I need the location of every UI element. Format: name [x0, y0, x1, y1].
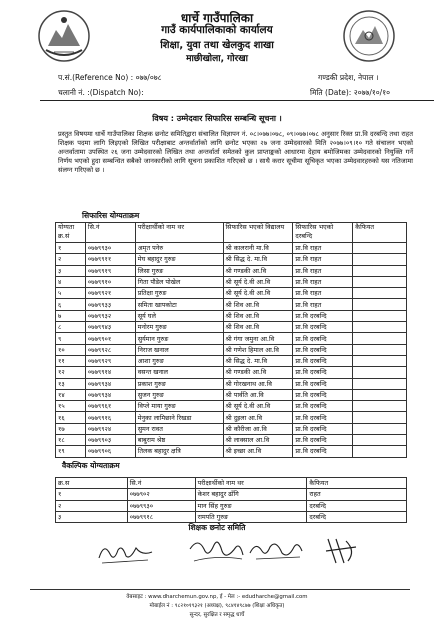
candidate-name-cell: आशा गुरुङ: [135, 355, 223, 366]
school-cell: श्री शिव आ.वि: [223, 310, 293, 321]
recommended-row: [56, 367, 407, 378]
merit-no-cell: ४: [56, 276, 86, 287]
recommended-row: [56, 378, 407, 389]
post-cell: प्रा.वि राहत: [293, 265, 353, 276]
remarks-cell: [353, 299, 407, 310]
school-cell: श्री लाक्साल आ.वि: [223, 435, 293, 446]
post-cell: प्रा.वि दरबन्दि: [293, 389, 353, 400]
province-text: गण्डकी प्रदेश, नेपाल ।: [318, 73, 379, 82]
symbol-no-cell: ०७७९९३०: [127, 500, 195, 511]
merit-no-cell: १४: [56, 389, 86, 400]
merit-no-cell: १३: [56, 378, 86, 389]
recommended-row: [56, 412, 407, 423]
recommended-row: [56, 322, 407, 333]
symbol-no-cell: ०७७९९२४: [85, 423, 135, 434]
symbol-no-cell: ०७७९९३२: [85, 310, 135, 321]
symbol-no-cell: ०७७९९२८: [85, 344, 135, 355]
date-value: २०७७/१०/१०: [353, 88, 390, 97]
merit-no-cell: ८: [56, 322, 86, 333]
symbol-no-cell: ०७७९९०१: [85, 333, 135, 344]
post-cell: प्रा.वि राहत: [293, 243, 353, 254]
school-cell: श्री गणेश हिमाल आ.वि: [223, 344, 293, 355]
remarks-cell: [353, 446, 407, 457]
alternate-row: [56, 511, 407, 522]
school-cell: श्री शिव आ.वि: [223, 322, 293, 333]
signature-2: [186, 535, 246, 567]
post-cell: प्रा.वि दरबन्दि: [293, 435, 353, 446]
col-symbol-no: सि.नं: [85, 223, 135, 243]
candidate-name-cell: सूर्य घले: [135, 310, 223, 321]
post-cell: प्रा.वि राहत: [293, 299, 353, 310]
recommended-row: [56, 310, 407, 321]
reference-label: प.सं.(Reference No) :: [58, 73, 134, 82]
school-cell: श्री सिद्ध दे. मा.वि: [223, 254, 293, 265]
merit-no-cell: १६: [56, 412, 86, 423]
recommended-row: [56, 423, 407, 434]
symbol-no-cell: ०७७९९३४: [85, 389, 135, 400]
signature-1: [96, 538, 156, 568]
alt-col-candidate-name: परीक्षार्थीको नाम थर: [195, 478, 307, 489]
col-merit-no: योग्यता क्र.सं: [56, 223, 86, 243]
footer-contact-phone: मोबाईल नं : ९८२१०१९३२१ (अध्यक्ष), ९८४१४९८७७ (शिक्षा अधिकृत): [149, 603, 285, 609]
candidate-name-cell: सुमन रावत: [135, 423, 223, 434]
col-school: सिफारिस भएको विद्यालय: [223, 223, 293, 243]
symbol-no-cell: ०७७९९१९: [85, 265, 135, 276]
symbol-no-cell: ०७७९९६१: [85, 401, 135, 412]
school-cell: श्री इच्छा आ.वि: [223, 446, 293, 457]
symbol-no-cell: ०७७९९१४: [85, 367, 135, 378]
date-label: मिति (Date):: [310, 88, 352, 97]
post-cell: प्रा.वि राहत: [293, 254, 353, 265]
post-cell: प्रा.वि राहत: [293, 288, 353, 299]
school-cell: श्री गंगा जमुना आ.वि: [223, 333, 293, 344]
symbol-no-cell: ०७७९९२१: [85, 288, 135, 299]
remarks-cell: [353, 423, 407, 434]
merit-no-cell: २: [56, 254, 86, 265]
serial-cell: ३: [56, 511, 128, 522]
footer-divider: [30, 589, 410, 590]
committee-title: शिक्षक छनोट समिति: [188, 523, 246, 532]
merit-no-cell: ९: [56, 333, 86, 344]
school-cell: श्री सूर्य दे.वी आ.वि: [223, 401, 293, 412]
post-cell: प्रा.वि दरबन्दि: [293, 322, 353, 333]
alternate-header-row: [56, 478, 407, 489]
alt-col-serial: क्र.स: [56, 478, 128, 489]
school-cell: श्री सिद्ध दे. मा.वि: [223, 355, 293, 366]
header-divider: [40, 100, 434, 101]
school-cell: श्री गण्डकी आ.वि: [223, 367, 293, 378]
symbol-no-cell: ०७७९९३०: [85, 243, 135, 254]
remarks-cell: दरबन्दि: [307, 511, 407, 522]
merit-no-cell: १०: [56, 344, 86, 355]
recommended-row: [56, 389, 407, 400]
alt-col-symbol-no: सि.नं: [127, 478, 195, 489]
school-cell: श्री गोरखनाथ आ.वि: [223, 378, 293, 389]
symbol-no-cell: ०७७९९०६: [85, 446, 135, 457]
candidate-name-cell: सुजन गुरुङ: [135, 389, 223, 400]
recommended-row: [56, 254, 407, 265]
remarks-cell: [353, 435, 407, 446]
candidate-name-cell: सुर्यमान गुरुङ: [135, 333, 223, 344]
alt-col-remarks: कैफियत: [307, 478, 407, 489]
school-cell: श्री कौरीजा आ.वि: [223, 423, 293, 434]
school-cell: श्री पार्वति आ.वि: [223, 389, 293, 400]
municipality-name: धार्चे गाउँपालिका: [180, 11, 254, 25]
dispatch-label: चलानी नं. :(Dispatch No):: [58, 88, 144, 97]
merit-no-cell: ३: [56, 265, 86, 276]
remarks-cell: [353, 254, 407, 265]
symbol-no-cell: ०७७९९११: [85, 254, 135, 265]
remarks-cell: [353, 322, 407, 333]
recommended-row: [56, 435, 407, 446]
merit-no-cell: १९: [56, 446, 86, 457]
remarks-cell: [353, 378, 407, 389]
symbol-no-cell: ०७७९९१६: [85, 412, 135, 423]
merit-no-cell: १७: [56, 423, 86, 434]
remarks-cell: [353, 333, 407, 344]
footer-contact-web: वेबसाइट : www.dharchemun.gov.np, ई - मेल :- edudharche@gmail.com: [126, 594, 308, 600]
merit-no-cell: १५: [56, 401, 86, 412]
merit-no-cell: ६: [56, 299, 86, 310]
merit-no-cell: ५: [56, 288, 86, 299]
merit-no-cell: ७: [56, 310, 86, 321]
col-candidate-name: परीक्षार्थीको नाम थर: [135, 223, 223, 243]
candidate-name-cell: बाबुराम श्रेष्ठ: [135, 435, 223, 446]
recommended-table: [55, 222, 407, 458]
recommended-row: [56, 355, 407, 366]
signature-4: [322, 535, 362, 567]
post-cell: प्रा.वि दरबन्दि: [293, 401, 353, 412]
recommended-row: [56, 446, 407, 457]
date-line: [310, 88, 390, 98]
remarks-cell: [353, 367, 407, 378]
notice-body: प्रस्तुत विषयमा धार्चे गाउँपालिका शिक्षक छनोट समितिद्वारा संचालित विज्ञापन नं. ०८।०७७।०७८, ०९।०७७।०७८ अनुसार रिक्त प्रा.वि दरबन्दि तथा राहत शिक्षक पदमा लागि लिइएको लिखित परीक्षाबाट अन्तर्वार्ताको लागि छनोट भएका २७ जना उम्मेदवारको मिति २०७७।०९।१० गते संचालन भएको अन्तर्वातामा उपस्थित २६ जना उम्मेदवारको लिखित तथा अन्तर्वार्ता समेतको कुल प्राप्ताङ्कको आधारमा देहाय बमोजिमका उम्मेदवारको नियुक्ति गर्ने निर्णय भएको हुदा सम्बन्धित सबैको जानकारीको लागि सूचना प्रकाशित गरिएको छ । साथै करार सूचीमा सूचिकृत भएका उम्मेदवारहरुको यस नतिजामा संलग्न गरिएको छ ।: [58, 130, 413, 175]
school-cell: श्री शिव आ.वि: [223, 299, 293, 310]
symbol-no-cell: ०७७९९१०: [85, 276, 135, 287]
recommended-row: [56, 333, 407, 344]
post-cell: प्रा.वि दरबन्दि: [293, 367, 353, 378]
remarks-cell: दरबन्दि: [307, 500, 407, 511]
alternate-row: [56, 500, 407, 511]
remarks-cell: [353, 243, 407, 254]
merit-no-cell: १२: [56, 367, 86, 378]
remarks-cell: [353, 265, 407, 276]
candidate-name-cell: मान सिंह गुरुङ: [195, 500, 307, 511]
school-cell: श्री गण्डकी आ.वि: [223, 265, 293, 276]
symbol-no-cell: ०७७९९०३: [85, 435, 135, 446]
candidate-name-cell: रामपति गुरुङ: [195, 511, 307, 522]
candidate-name-cell: वसन्त खनाल: [135, 367, 223, 378]
office-name: गाउँ कार्यपालिकाको कार्यालय: [161, 24, 273, 36]
office-address: माछीखोला, गोरखा: [186, 54, 248, 64]
remarks-cell: [353, 288, 407, 299]
remarks-cell: [353, 355, 407, 366]
recommended-row: [56, 288, 407, 299]
candidate-name-cell: गिता पौडेल पोखेल: [135, 276, 223, 287]
remarks-cell: [353, 344, 407, 355]
post-cell: प्रा.वि दरबन्दि: [293, 310, 353, 321]
reference-line: [58, 73, 162, 83]
remarks-cell: [353, 401, 407, 412]
symbol-no-cell: ०७७९९३४: [85, 378, 135, 389]
candidate-name-cell: विप्ले माया गुरुङ: [135, 401, 223, 412]
col-post: सिफारिस भएको दरबन्दि: [293, 223, 353, 243]
col-remarks: कैफियत: [353, 223, 407, 243]
remarks-cell: [353, 389, 407, 400]
post-cell: प्रा.वि दरबन्दि: [293, 344, 353, 355]
candidate-name-cell: मनोरम गुरुङ: [135, 322, 223, 333]
post-cell: प्रा.वि दरबन्दि: [293, 446, 353, 457]
recommended-header-row: [56, 223, 407, 243]
candidate-name-cell: मेघ बहादुर गुरुङ: [135, 254, 223, 265]
remarks-cell: [353, 412, 407, 423]
school-cell: श्री सूर्य दे.वी आ.वि: [223, 288, 293, 299]
recommended-row: [56, 276, 407, 287]
recommended-row: [56, 265, 407, 276]
symbol-no-cell: ०७७९९२९: [85, 355, 135, 366]
section-name: शिक्षा, युवा तथा खेलकुद शाखा: [160, 40, 274, 51]
merit-no-cell: १८: [56, 435, 86, 446]
candidate-name-cell: प्रतिक्षा गुरुङ: [135, 288, 223, 299]
remarks-cell: [353, 310, 407, 321]
post-cell: प्रा.वि दरबन्दि: [293, 423, 353, 434]
recommended-title: सिफारिस योग्यताक्रम: [82, 211, 140, 220]
school-cell: श्री सूर्य दे.वी आ.वि: [223, 276, 293, 287]
footer-slogan: सुन्दर, सुरक्षित र समृद्ध धार्चे: [189, 612, 245, 618]
candidate-name-cell: अमृत पनेरु: [135, 243, 223, 254]
merit-no-cell: १: [56, 243, 86, 254]
candidate-name-cell: मेनुका लामिछाने रिखडा: [135, 412, 223, 423]
recommended-row: [56, 401, 407, 412]
post-cell: प्रा.वि दरबन्दि: [293, 355, 353, 366]
candidate-name-cell: निराज खनाल: [135, 344, 223, 355]
recommended-row: [56, 299, 407, 310]
recommended-row: [56, 344, 407, 355]
candidate-name-cell: समिता खापकोटा: [135, 299, 223, 310]
alternate-table: [55, 477, 407, 523]
school-cell: श्री कालरानी मा.वि: [223, 243, 293, 254]
symbol-no-cell: ०७७९९३३: [85, 299, 135, 310]
symbol-no-cell: ०७७९०२: [127, 489, 195, 500]
reference-number: ०७७/०७८: [135, 73, 162, 82]
post-cell: प्रा.वि दरबन्दि: [293, 378, 353, 389]
post-cell: प्रा.वि दरबन्दि: [293, 412, 353, 423]
candidate-name-cell: लिसा गुरुङ: [135, 265, 223, 276]
serial-cell: १: [56, 489, 128, 500]
candidate-name-cell: तिलक बहादुर क्षत्रि: [135, 446, 223, 457]
alternate-row: [56, 489, 407, 500]
signature-3: [246, 535, 306, 565]
recommended-row: [56, 243, 407, 254]
candidate-name-cell: प्रकाश गुरुङ: [135, 378, 223, 389]
remarks-cell: राहत: [307, 489, 407, 500]
candidate-name-cell: केशर बहादुर ढाँगि: [195, 489, 307, 500]
serial-cell: २: [56, 500, 128, 511]
symbol-no-cell: ०७७९९४३: [85, 322, 135, 333]
post-cell: प्रा.वि दरबन्दि: [293, 333, 353, 344]
post-cell: प्रा.वि राहत: [293, 276, 353, 287]
remarks-cell: [353, 276, 407, 287]
merit-no-cell: ११: [56, 355, 86, 366]
notice-subject: विषय : उम्मेदवार सिफारिस सम्बन्धि सूचना ।: [152, 114, 282, 123]
symbol-no-cell: ०७७९९१८: [127, 511, 195, 522]
alternate-title: वैकल्पिक योग्यताक्रम: [62, 461, 120, 470]
school-cell: श्री दुइला आ.वि: [223, 412, 293, 423]
